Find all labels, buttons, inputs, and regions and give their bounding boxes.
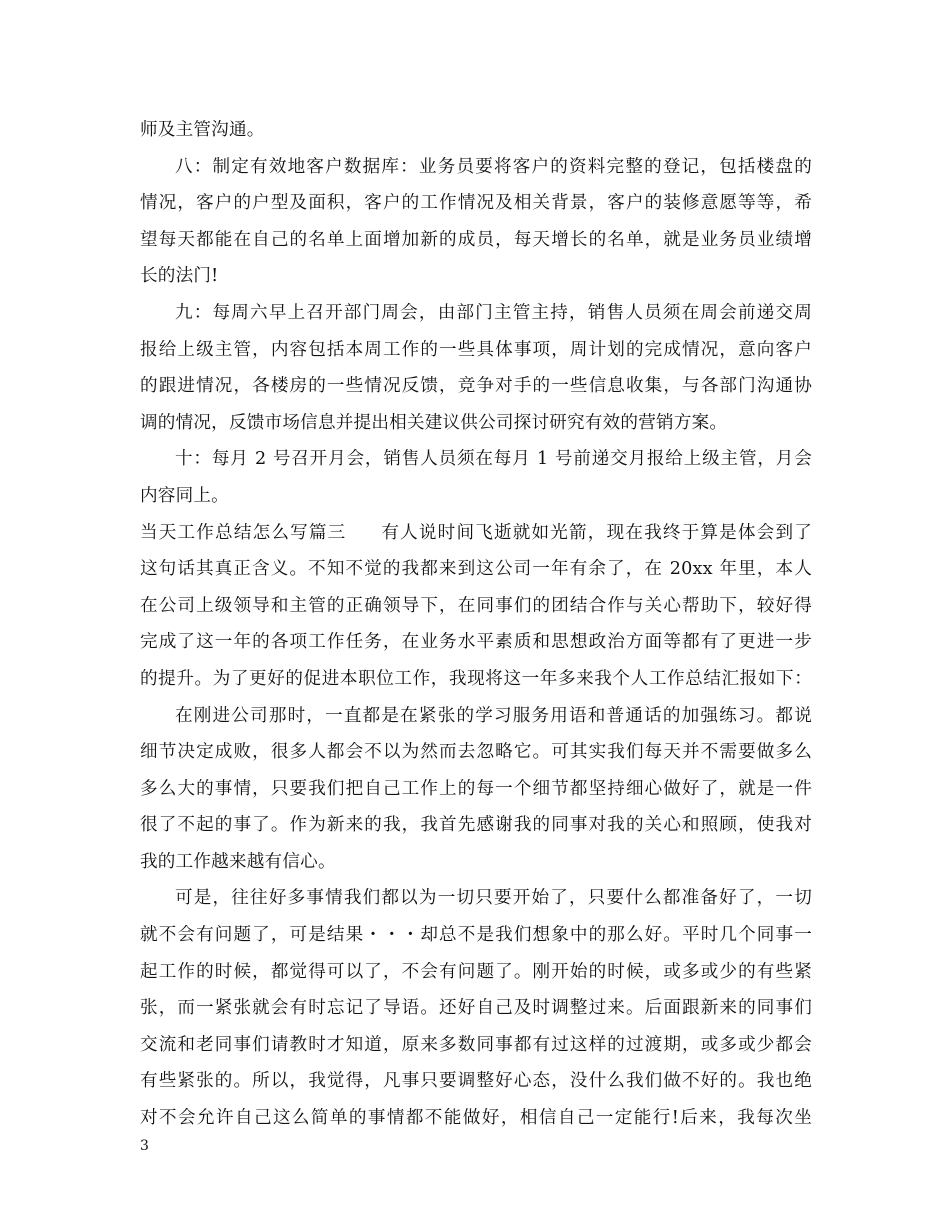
- line-text: 多么大的事情，只要我们把自己工作上的每一个细节都坚持细心做好了，就是一件: [140, 778, 812, 799]
- line-text: 可是，往往好多事情我们都以为一切只要开始了，只要什么都准备好了，一切: [175, 888, 812, 909]
- line-text: 望每天都能在自己的名单上面增加新的成员，每天增长的名单，就是业务员业绩增: [140, 229, 812, 250]
- text-line: [140, 1027, 812, 1064]
- line-text: 报给上级主管，内容包括本周工作的一些具体事项，周计划的完成情况，意向客户: [140, 339, 812, 360]
- line-text: 有人说时间飞逝就如光箭，现在我终于算是体会到了: [380, 522, 813, 543]
- text-line: [140, 734, 812, 771]
- text-line: [140, 954, 812, 991]
- text-line: [140, 112, 812, 149]
- line-text: 有些紧张的。所以，我觉得，凡事只要调整好心态，没什么我们做不好的。我也绝: [140, 1071, 812, 1092]
- text-line: [140, 441, 812, 478]
- line-text: 九：每周六早上召开部门周会，由部门主管主持，销售人员须在周会前递交周: [175, 302, 812, 323]
- line-text: 的提升。为了更好的促进本职位工作，我现将这一年多来我个人工作总结汇报如下：: [140, 668, 812, 689]
- line-text: 完成了这一年的各项工作任务，在业务水平素质和思想政治方面等都有了更进一步: [140, 632, 812, 653]
- line-text: 八：制定有效地客户数据库：业务员要将客户的资料完整的登记，包括楼盘的: [175, 156, 812, 177]
- section-heading: 当天工作总结怎么写篇三: [140, 522, 347, 543]
- line-text: 师及主管沟通。: [140, 120, 265, 140]
- text-line: [140, 1100, 812, 1137]
- text-line: [140, 698, 812, 735]
- text-line: [140, 405, 812, 442]
- text-line: [140, 880, 812, 917]
- line-text: 张，而一紧张就会有时忘记了导语。还好自己及时调整过来。后面跟新来的同事们: [140, 998, 812, 1019]
- line-text: 在刚进公司那时，一直都是在紧张的学习服务用语和普通话的加强练习。都说: [175, 705, 812, 726]
- line-text: 交流和老同事们请教时才知道，原来多数同事都有过这样的过渡期，或多或少都会: [140, 1034, 812, 1055]
- text-line: [140, 551, 812, 588]
- line-text: 内容同上。: [140, 485, 229, 506]
- text-line: [140, 990, 812, 1027]
- line-text: 长的法门!: [140, 266, 219, 287]
- text-line: [140, 332, 812, 369]
- text-line: [140, 222, 812, 259]
- document-body: [140, 112, 812, 1137]
- text-line: [140, 1063, 812, 1100]
- line-text: 的跟进情况，各楼房的一些情况反馈，竞争对手的一些信息收集，与各部门沟通协: [140, 376, 812, 397]
- text-line: [140, 515, 812, 552]
- line-text: 在公司上级领导和主管的正确领导下，在同事们的团结合作与关心帮助下，较好得: [140, 595, 812, 616]
- text-line: [140, 917, 812, 954]
- text-line: [140, 478, 812, 515]
- text-line: [140, 149, 812, 186]
- text-line: [140, 661, 812, 698]
- line-text: 情况，客户的户型及面积，客户的工作情况及相关背景，客户的装修意愿等等，希: [140, 193, 812, 214]
- text-line: [140, 807, 812, 844]
- line-text: 对不会允许自己这么简单的事情都不能做好，相信自己一定能行!后来，我每次坐: [140, 1108, 812, 1129]
- line-text: 细节决定成败，很多人都会不以为然而去忽略它。可其实我们每天并不需要做多么: [140, 742, 812, 763]
- line-text: 这句话其真正含义。不知不觉的我都来到这公司一年有余了，在 20xx 年里，本人: [140, 559, 812, 580]
- page-number: 3: [140, 1138, 149, 1154]
- line-text: 我的工作越来越有信心。: [140, 851, 336, 872]
- text-line: [140, 368, 812, 405]
- line-text: 就不会有问题了，可是结果・・・却总不是我们想象中的那么好。平时几个同事一: [140, 925, 812, 946]
- text-line: [140, 258, 812, 295]
- line-text: 起工作的时候，都觉得可以了，不会有问题了。刚开始的时候，或多或少的有些紧: [140, 961, 812, 982]
- text-line: [140, 624, 812, 661]
- text-line: [140, 588, 812, 625]
- text-line: [140, 295, 812, 332]
- line-text: 调的情况，反馈市场信息并提出相关建议供公司探讨研究有效的营销方案。: [140, 412, 728, 433]
- line-text: 十：每月 2 号召开月会，销售人员须在每月 1 号前递交月报给上级主管，月会: [175, 449, 812, 470]
- line-text: 很了不起的事了。作为新来的我，我首先感谢我的同事对我的关心和照顾，使我对: [140, 815, 812, 836]
- text-line: [140, 185, 812, 222]
- text-line: [140, 771, 812, 808]
- text-line: [140, 844, 812, 881]
